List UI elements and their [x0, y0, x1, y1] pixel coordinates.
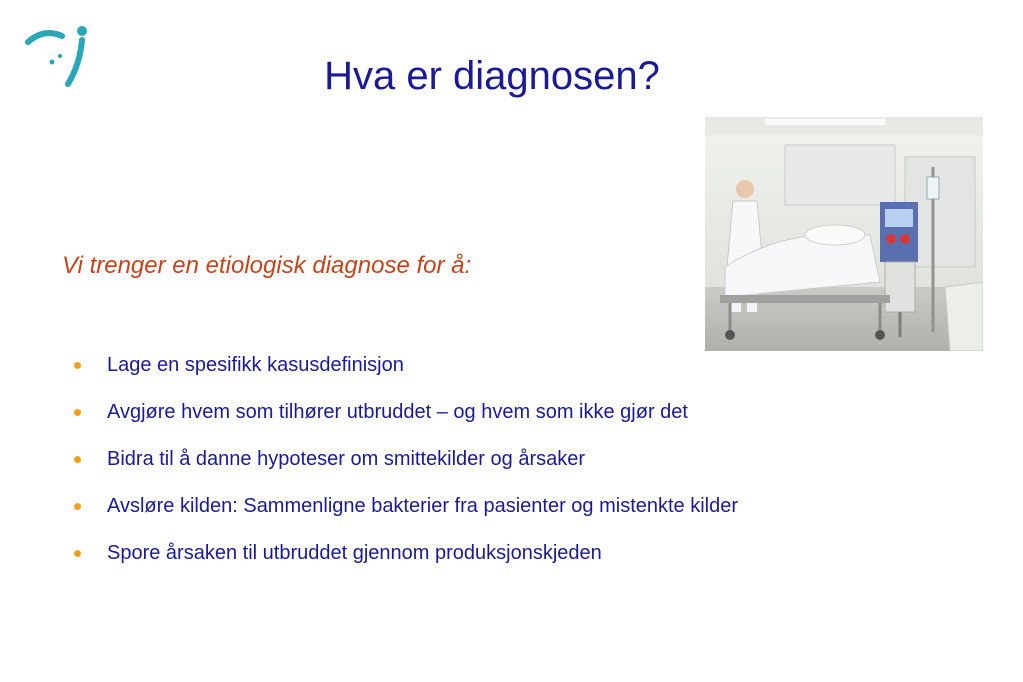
list-item: [72, 539, 932, 586]
bullet-icon: [74, 550, 81, 557]
bullet-icon: [74, 409, 81, 416]
bullet-text: Avgjøre hvem som tilhører utbruddet – og hvem som ikke gjør det: [107, 401, 688, 423]
bullet-text: Bidra til å danne hypoteser om smittekilder og årsaker: [107, 448, 586, 470]
list-item: [72, 351, 932, 398]
bullet-icon: [74, 362, 81, 369]
list-item: [72, 445, 932, 492]
hospital-dialysis-photo: [705, 117, 983, 351]
list-item: [72, 398, 932, 445]
bullet-icon: [74, 503, 81, 510]
list-item: [72, 492, 932, 539]
bullet-list: [72, 351, 932, 586]
bullet-text: Lage en spesifikk kasusdefinisjon: [107, 354, 404, 376]
bullet-text: Spore årsaken til utbruddet gjennom produksjonskjeden: [107, 542, 602, 564]
slide-title: Hva er diagnosen?: [324, 54, 660, 98]
slide-subtitle: Vi trenger en etiologisk diagnose for å:: [62, 252, 472, 279]
bullet-icon: [74, 456, 81, 463]
bullet-text: Avsløre kilden: Sammenligne bakterier fra pasienter og mistenkte kilder: [107, 495, 739, 517]
